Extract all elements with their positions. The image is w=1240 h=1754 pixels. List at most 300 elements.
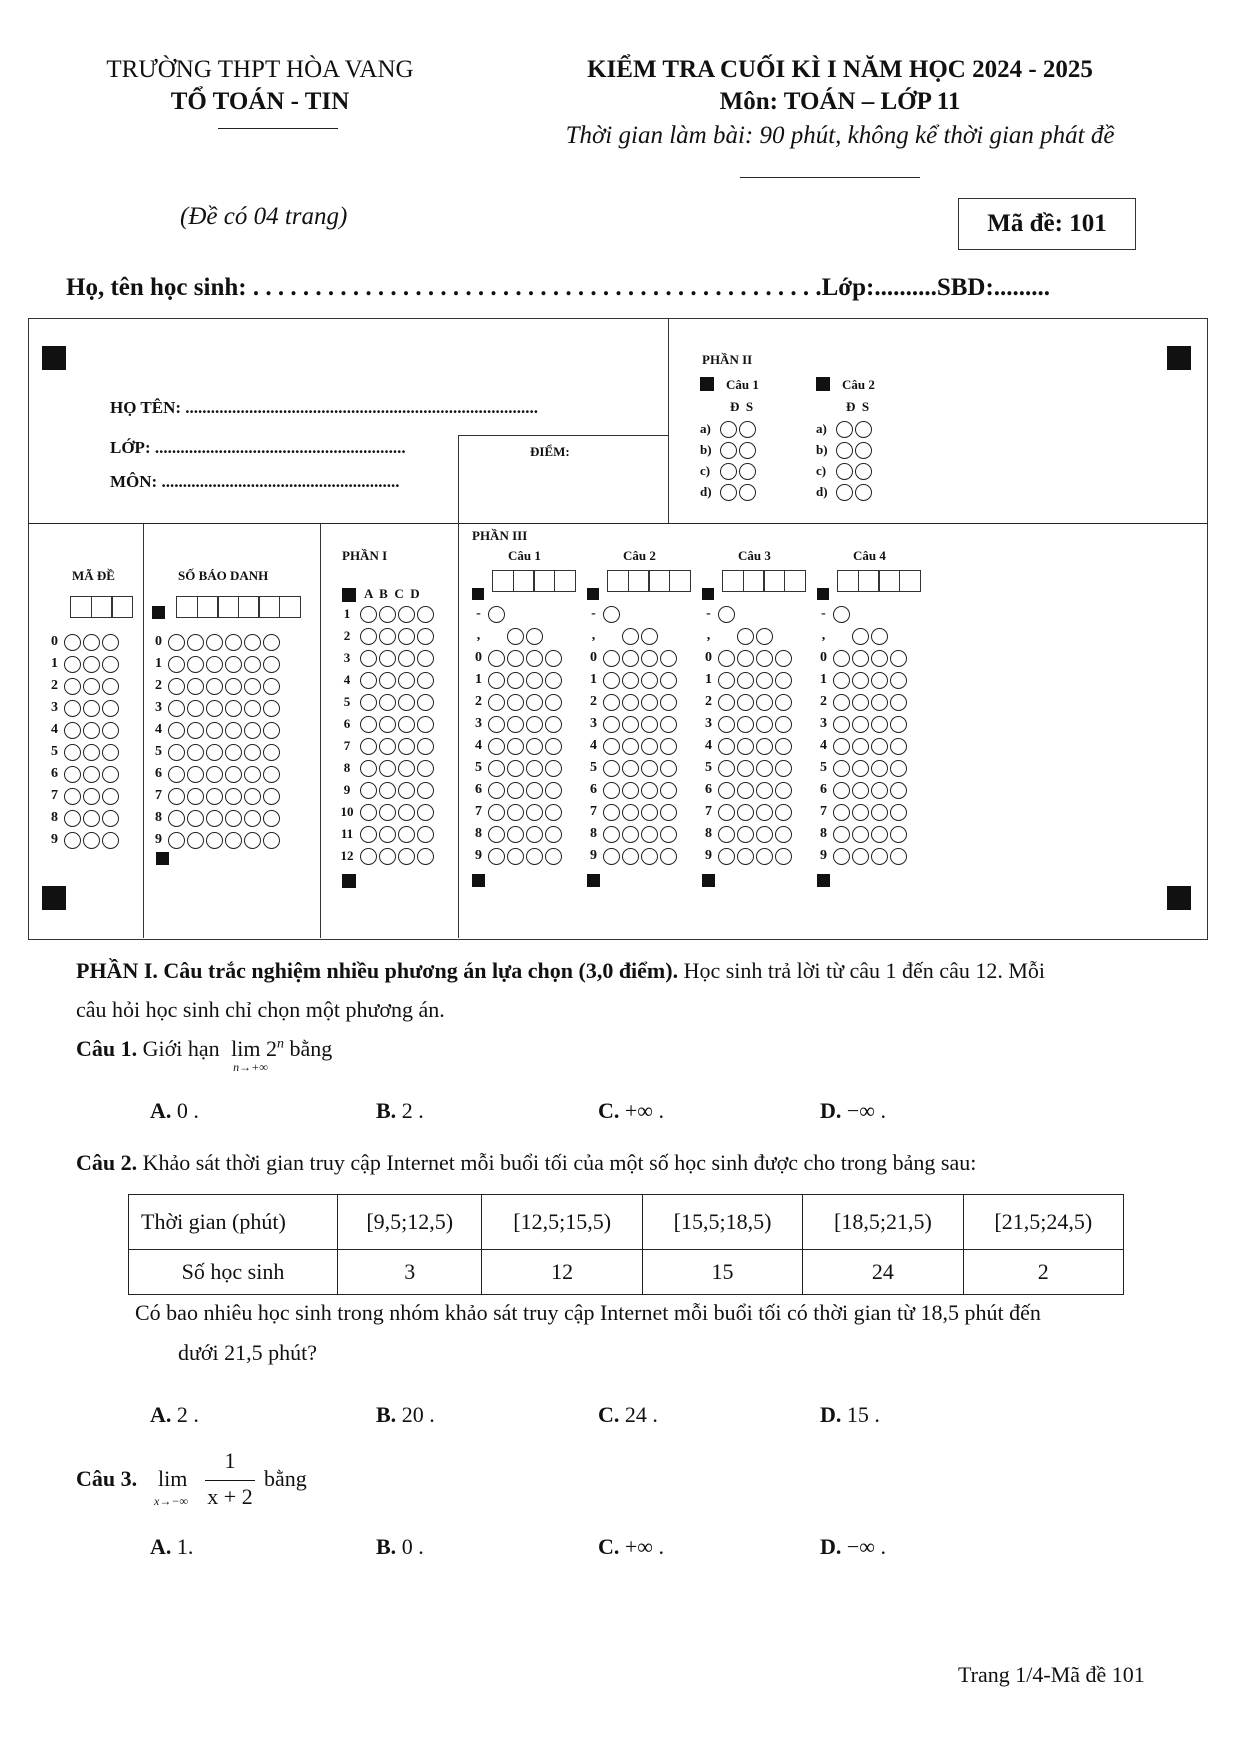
p1-bubble[interactable] — [417, 782, 434, 799]
p3-bubble[interactable] — [526, 782, 543, 799]
ma-de-bubble[interactable] — [83, 722, 100, 739]
p1-bubble[interactable] — [379, 650, 396, 667]
option[interactable] — [376, 1534, 424, 1560]
p3-bubble[interactable] — [641, 716, 658, 733]
p3-bubble[interactable] — [526, 716, 543, 733]
ma-de-bubble[interactable] — [102, 634, 119, 651]
p1-bubble[interactable] — [417, 694, 434, 711]
p1-bubble[interactable] — [398, 606, 415, 623]
p1-bubble[interactable] — [398, 826, 415, 843]
sbd-bubble[interactable] — [244, 656, 261, 673]
p3-bubble[interactable] — [641, 826, 658, 843]
p1-bubble[interactable] — [398, 694, 415, 711]
sbd-bubble[interactable] — [168, 810, 185, 827]
sbd-bubble[interactable] — [225, 810, 242, 827]
p3-comma-bubble[interactable] — [852, 628, 869, 645]
p1-bubble[interactable] — [398, 716, 415, 733]
p2-bubble[interactable] — [720, 421, 737, 438]
p3-bubble[interactable] — [545, 716, 562, 733]
p3-bubble[interactable] — [775, 672, 792, 689]
ma-de-bubble[interactable] — [102, 678, 119, 695]
ma-de-bubble[interactable] — [83, 810, 100, 827]
p3-bubble[interactable] — [603, 826, 620, 843]
ma-de-bubble[interactable] — [64, 832, 81, 849]
p3-bubble[interactable] — [718, 650, 735, 667]
p1-bubble[interactable] — [360, 650, 377, 667]
sbd-bubble[interactable] — [244, 766, 261, 783]
ma-de-bubble[interactable] — [102, 788, 119, 805]
p3-bubble[interactable] — [545, 672, 562, 689]
p3-bubble[interactable] — [737, 694, 754, 711]
write-in-cell[interactable] — [607, 570, 629, 592]
p1-bubble[interactable] — [360, 694, 377, 711]
p3-bubble[interactable] — [507, 716, 524, 733]
p1-bubble[interactable] — [379, 738, 396, 755]
p3-bubble[interactable] — [507, 694, 524, 711]
sbd-bubble[interactable] — [206, 678, 223, 695]
p3-bubble[interactable] — [775, 694, 792, 711]
p3-bubble[interactable] — [718, 760, 735, 777]
p3-bubble[interactable] — [833, 738, 850, 755]
p3-bubble[interactable] — [641, 760, 658, 777]
p3-minus-bubble[interactable] — [718, 606, 735, 623]
write-in-cell[interactable] — [91, 596, 113, 618]
p3-bubble[interactable] — [756, 760, 773, 777]
sbd-bubble[interactable] — [206, 656, 223, 673]
write-in-cell[interactable] — [70, 596, 92, 618]
p3-bubble[interactable] — [488, 782, 505, 799]
sbd-bubble[interactable] — [225, 656, 242, 673]
p3-bubble[interactable] — [756, 782, 773, 799]
ma-de-bubble[interactable] — [83, 678, 100, 695]
p3-bubble[interactable] — [660, 826, 677, 843]
lop-field[interactable]: LỚP: ........................................................... — [110, 438, 406, 457]
write-in-cell[interactable] — [554, 570, 576, 592]
write-in-cell[interactable] — [858, 570, 880, 592]
p3-bubble[interactable] — [775, 782, 792, 799]
p3-bubble[interactable] — [660, 804, 677, 821]
write-in-cell[interactable] — [899, 570, 921, 592]
p1-bubble[interactable] — [417, 804, 434, 821]
p2-bubble[interactable] — [739, 463, 756, 480]
option[interactable] — [820, 1402, 880, 1428]
p3-bubble[interactable] — [545, 694, 562, 711]
write-in-cell[interactable] — [238, 596, 260, 618]
ma-de-bubble[interactable] — [64, 766, 81, 783]
p3-bubble[interactable] — [718, 672, 735, 689]
p3-bubble[interactable] — [603, 650, 620, 667]
ma-de-bubble[interactable] — [102, 656, 119, 673]
sbd-bubble[interactable] — [187, 700, 204, 717]
sbd-bubble[interactable] — [225, 788, 242, 805]
write-in-cell[interactable] — [669, 570, 691, 592]
ma-de-bubble[interactable] — [64, 744, 81, 761]
option[interactable] — [376, 1402, 435, 1428]
sbd-bubble[interactable] — [225, 678, 242, 695]
p3-bubble[interactable] — [718, 782, 735, 799]
write-in-cell[interactable] — [111, 596, 133, 618]
p1-bubble[interactable] — [360, 804, 377, 821]
write-in-cell[interactable] — [513, 570, 535, 592]
p3-bubble[interactable] — [603, 760, 620, 777]
p3-bubble[interactable] — [737, 760, 754, 777]
sbd-bubble[interactable] — [187, 656, 204, 673]
p3-bubble[interactable] — [852, 672, 869, 689]
p3-bubble[interactable] — [660, 782, 677, 799]
ma-de-bubble[interactable] — [64, 656, 81, 673]
p1-bubble[interactable] — [379, 848, 396, 865]
sbd-bubble[interactable] — [244, 722, 261, 739]
p3-bubble[interactable] — [775, 848, 792, 865]
sbd-bubble[interactable] — [168, 832, 185, 849]
p3-bubble[interactable] — [775, 804, 792, 821]
p3-bubble[interactable] — [871, 760, 888, 777]
sbd-bubble[interactable] — [263, 766, 280, 783]
ma-de-bubble[interactable] — [102, 700, 119, 717]
sbd-bubble[interactable] — [263, 810, 280, 827]
p3-bubble[interactable] — [833, 694, 850, 711]
p1-bubble[interactable] — [360, 848, 377, 865]
sbd-bubble[interactable] — [206, 832, 223, 849]
p3-bubble[interactable] — [660, 694, 677, 711]
p3-bubble[interactable] — [737, 650, 754, 667]
p2-bubble[interactable] — [855, 484, 872, 501]
sbd-bubble[interactable] — [244, 700, 261, 717]
p3-bubble[interactable] — [756, 804, 773, 821]
p3-bubble[interactable] — [737, 848, 754, 865]
write-in-cell[interactable] — [878, 570, 900, 592]
sbd-bubble[interactable] — [168, 722, 185, 739]
p3-bubble[interactable] — [737, 716, 754, 733]
p3-bubble[interactable] — [526, 848, 543, 865]
p3-bubble[interactable] — [890, 760, 907, 777]
sbd-bubble[interactable] — [187, 634, 204, 651]
p3-bubble[interactable] — [622, 716, 639, 733]
p3-bubble[interactable] — [852, 760, 869, 777]
p3-bubble[interactable] — [852, 694, 869, 711]
p3-bubble[interactable] — [756, 848, 773, 865]
p3-bubble[interactable] — [507, 782, 524, 799]
sbd-bubble[interactable] — [206, 722, 223, 739]
ma-de-bubble[interactable] — [83, 744, 100, 761]
sbd-bubble[interactable] — [263, 678, 280, 695]
sbd-bubble[interactable] — [168, 634, 185, 651]
ma-de-bubble[interactable] — [83, 788, 100, 805]
p1-bubble[interactable] — [360, 782, 377, 799]
p3-bubble[interactable] — [718, 716, 735, 733]
sbd-bubble[interactable] — [244, 832, 261, 849]
sbd-bubble[interactable] — [263, 634, 280, 651]
p3-bubble[interactable] — [852, 782, 869, 799]
p3-bubble[interactable] — [756, 738, 773, 755]
p2-bubble[interactable] — [855, 463, 872, 480]
p3-bubble[interactable] — [718, 738, 735, 755]
write-in-cell[interactable] — [763, 570, 785, 592]
sbd-bubble[interactable] — [168, 766, 185, 783]
p2-bubble[interactable] — [739, 442, 756, 459]
p3-comma-bubble[interactable] — [641, 628, 658, 645]
ma-de-bubble[interactable] — [83, 656, 100, 673]
sbd-bubble[interactable] — [168, 700, 185, 717]
sbd-bubble[interactable] — [225, 700, 242, 717]
p3-bubble[interactable] — [890, 738, 907, 755]
p1-bubble[interactable] — [360, 826, 377, 843]
p1-bubble[interactable] — [360, 738, 377, 755]
ma-de-bubble[interactable] — [64, 810, 81, 827]
p1-bubble[interactable] — [379, 782, 396, 799]
p3-bubble[interactable] — [488, 848, 505, 865]
p3-bubble[interactable] — [622, 782, 639, 799]
p3-bubble[interactable] — [871, 650, 888, 667]
sbd-bubble[interactable] — [244, 810, 261, 827]
p3-bubble[interactable] — [660, 760, 677, 777]
sbd-bubble[interactable] — [263, 788, 280, 805]
sbd-bubble[interactable] — [187, 810, 204, 827]
sbd-bubble[interactable] — [206, 810, 223, 827]
write-in-cell[interactable] — [279, 596, 301, 618]
p1-bubble[interactable] — [379, 716, 396, 733]
p2-bubble[interactable] — [836, 484, 853, 501]
p3-bubble[interactable] — [833, 650, 850, 667]
sbd-bubble[interactable] — [225, 832, 242, 849]
p1-bubble[interactable] — [360, 606, 377, 623]
p3-bubble[interactable] — [852, 716, 869, 733]
p1-bubble[interactable] — [398, 804, 415, 821]
p3-bubble[interactable] — [890, 848, 907, 865]
p3-bubble[interactable] — [718, 826, 735, 843]
p3-minus-bubble[interactable] — [488, 606, 505, 623]
p3-bubble[interactable] — [718, 694, 735, 711]
p3-bubble[interactable] — [507, 672, 524, 689]
p1-bubble[interactable] — [398, 738, 415, 755]
ma-de-bubble[interactable] — [64, 788, 81, 805]
sbd-bubble[interactable] — [206, 788, 223, 805]
p3-bubble[interactable] — [890, 694, 907, 711]
option[interactable] — [820, 1534, 886, 1560]
p3-bubble[interactable] — [852, 826, 869, 843]
p3-bubble[interactable] — [526, 650, 543, 667]
p3-bubble[interactable] — [545, 826, 562, 843]
p3-bubble[interactable] — [622, 826, 639, 843]
option[interactable] — [598, 1402, 658, 1428]
sbd-bubble[interactable] — [168, 678, 185, 695]
p1-bubble[interactable] — [417, 716, 434, 733]
p3-bubble[interactable] — [641, 694, 658, 711]
ma-de-bubble[interactable] — [64, 678, 81, 695]
p1-bubble[interactable] — [360, 628, 377, 645]
write-in-cell[interactable] — [217, 596, 239, 618]
ma-de-bubble[interactable] — [102, 832, 119, 849]
p1-bubble[interactable] — [398, 628, 415, 645]
option[interactable] — [150, 1402, 199, 1428]
p1-bubble[interactable] — [379, 606, 396, 623]
p3-bubble[interactable] — [622, 738, 639, 755]
p3-bubble[interactable] — [890, 650, 907, 667]
p3-comma-bubble[interactable] — [507, 628, 524, 645]
sbd-bubble[interactable] — [187, 766, 204, 783]
p1-bubble[interactable] — [379, 672, 396, 689]
p1-bubble[interactable] — [360, 716, 377, 733]
p3-bubble[interactable] — [641, 804, 658, 821]
sbd-bubble[interactable] — [206, 744, 223, 761]
p3-bubble[interactable] — [526, 672, 543, 689]
p3-bubble[interactable] — [852, 650, 869, 667]
p3-bubble[interactable] — [890, 782, 907, 799]
p3-bubble[interactable] — [603, 694, 620, 711]
p3-bubble[interactable] — [526, 694, 543, 711]
sbd-bubble[interactable] — [263, 656, 280, 673]
option[interactable] — [150, 1098, 199, 1124]
p3-comma-bubble[interactable] — [871, 628, 888, 645]
p2-bubble[interactable] — [739, 484, 756, 501]
sbd-bubble[interactable] — [206, 766, 223, 783]
p3-bubble[interactable] — [871, 694, 888, 711]
p3-bubble[interactable] — [641, 782, 658, 799]
p3-bubble[interactable] — [871, 672, 888, 689]
p3-bubble[interactable] — [737, 804, 754, 821]
p3-bubble[interactable] — [737, 782, 754, 799]
write-in-cell[interactable] — [197, 596, 219, 618]
p3-bubble[interactable] — [871, 782, 888, 799]
write-in-cell[interactable] — [722, 570, 744, 592]
p2-bubble[interactable] — [720, 484, 737, 501]
p3-bubble[interactable] — [833, 826, 850, 843]
p3-bubble[interactable] — [545, 650, 562, 667]
p1-bubble[interactable] — [417, 606, 434, 623]
ma-de-bubble[interactable] — [102, 766, 119, 783]
p1-bubble[interactable] — [360, 672, 377, 689]
p3-bubble[interactable] — [756, 826, 773, 843]
write-in-cell[interactable] — [743, 570, 765, 592]
sbd-bubble[interactable] — [225, 744, 242, 761]
p3-bubble[interactable] — [833, 760, 850, 777]
p3-bubble[interactable] — [660, 848, 677, 865]
ma-de-bubble[interactable] — [83, 832, 100, 849]
p3-bubble[interactable] — [756, 694, 773, 711]
p3-bubble[interactable] — [871, 738, 888, 755]
p1-bubble[interactable] — [379, 760, 396, 777]
p3-minus-bubble[interactable] — [833, 606, 850, 623]
p3-bubble[interactable] — [890, 672, 907, 689]
p3-bubble[interactable] — [488, 804, 505, 821]
p3-comma-bubble[interactable] — [756, 628, 773, 645]
p3-bubble[interactable] — [833, 804, 850, 821]
p3-bubble[interactable] — [641, 738, 658, 755]
p3-bubble[interactable] — [526, 760, 543, 777]
write-in-cell[interactable] — [533, 570, 555, 592]
p3-bubble[interactable] — [641, 672, 658, 689]
p3-bubble[interactable] — [833, 848, 850, 865]
option[interactable] — [598, 1098, 664, 1124]
p2-bubble[interactable] — [836, 463, 853, 480]
p3-bubble[interactable] — [545, 782, 562, 799]
p3-bubble[interactable] — [852, 738, 869, 755]
p3-bubble[interactable] — [756, 650, 773, 667]
p3-bubble[interactable] — [641, 848, 658, 865]
write-in-cell[interactable] — [492, 570, 514, 592]
p3-bubble[interactable] — [660, 650, 677, 667]
mon-field[interactable]: MÔN: ........................................................ — [110, 472, 400, 491]
p3-bubble[interactable] — [871, 804, 888, 821]
p1-bubble[interactable] — [379, 694, 396, 711]
p3-bubble[interactable] — [488, 760, 505, 777]
p1-bubble[interactable] — [398, 782, 415, 799]
p1-bubble[interactable] — [398, 650, 415, 667]
sbd-bubble[interactable] — [187, 722, 204, 739]
p3-bubble[interactable] — [488, 738, 505, 755]
p3-bubble[interactable] — [488, 826, 505, 843]
sbd-bubble[interactable] — [206, 634, 223, 651]
p3-bubble[interactable] — [718, 804, 735, 821]
p1-bubble[interactable] — [417, 628, 434, 645]
p3-bubble[interactable] — [775, 650, 792, 667]
sbd-bubble[interactable] — [168, 744, 185, 761]
option[interactable] — [150, 1534, 193, 1560]
p3-bubble[interactable] — [871, 848, 888, 865]
p3-bubble[interactable] — [526, 826, 543, 843]
write-in-cell[interactable] — [648, 570, 670, 592]
p2-bubble[interactable] — [855, 421, 872, 438]
p3-bubble[interactable] — [660, 672, 677, 689]
p3-bubble[interactable] — [507, 848, 524, 865]
p3-bubble[interactable] — [890, 826, 907, 843]
p3-comma-bubble[interactable] — [622, 628, 639, 645]
sbd-bubble[interactable] — [187, 744, 204, 761]
p2-bubble[interactable] — [836, 421, 853, 438]
p3-bubble[interactable] — [488, 694, 505, 711]
ma-de-bubble[interactable] — [83, 634, 100, 651]
ho-ten-field[interactable]: HỌ TÊN: ................................................................................... — [110, 398, 539, 417]
p1-bubble[interactable] — [398, 848, 415, 865]
write-in-cell[interactable] — [176, 596, 198, 618]
p3-bubble[interactable] — [622, 760, 639, 777]
sbd-bubble[interactable] — [206, 700, 223, 717]
p1-bubble[interactable] — [417, 826, 434, 843]
ma-de-bubble[interactable] — [102, 810, 119, 827]
p3-comma-bubble[interactable] — [737, 628, 754, 645]
p3-bubble[interactable] — [660, 738, 677, 755]
p3-bubble[interactable] — [622, 804, 639, 821]
p3-bubble[interactable] — [603, 716, 620, 733]
ma-de-bubble[interactable] — [64, 634, 81, 651]
p3-bubble[interactable] — [507, 826, 524, 843]
p3-bubble[interactable] — [871, 826, 888, 843]
p3-bubble[interactable] — [756, 672, 773, 689]
p3-bubble[interactable] — [507, 804, 524, 821]
p3-bubble[interactable] — [488, 716, 505, 733]
p3-bubble[interactable] — [833, 782, 850, 799]
ma-de-bubble[interactable] — [102, 744, 119, 761]
option[interactable] — [598, 1534, 664, 1560]
p3-bubble[interactable] — [488, 650, 505, 667]
p3-bubble[interactable] — [545, 760, 562, 777]
ma-de-bubble[interactable] — [64, 700, 81, 717]
p3-bubble[interactable] — [526, 738, 543, 755]
sbd-bubble[interactable] — [244, 744, 261, 761]
p3-comma-bubble[interactable] — [526, 628, 543, 645]
sbd-bubble[interactable] — [187, 832, 204, 849]
p3-bubble[interactable] — [603, 672, 620, 689]
p2-bubble[interactable] — [855, 442, 872, 459]
p3-bubble[interactable] — [737, 672, 754, 689]
p3-bubble[interactable] — [603, 738, 620, 755]
sbd-bubble[interactable] — [263, 744, 280, 761]
p3-bubble[interactable] — [737, 826, 754, 843]
p1-bubble[interactable] — [417, 760, 434, 777]
p3-bubble[interactable] — [545, 804, 562, 821]
p1-bubble[interactable] — [417, 650, 434, 667]
p3-bubble[interactable] — [622, 694, 639, 711]
